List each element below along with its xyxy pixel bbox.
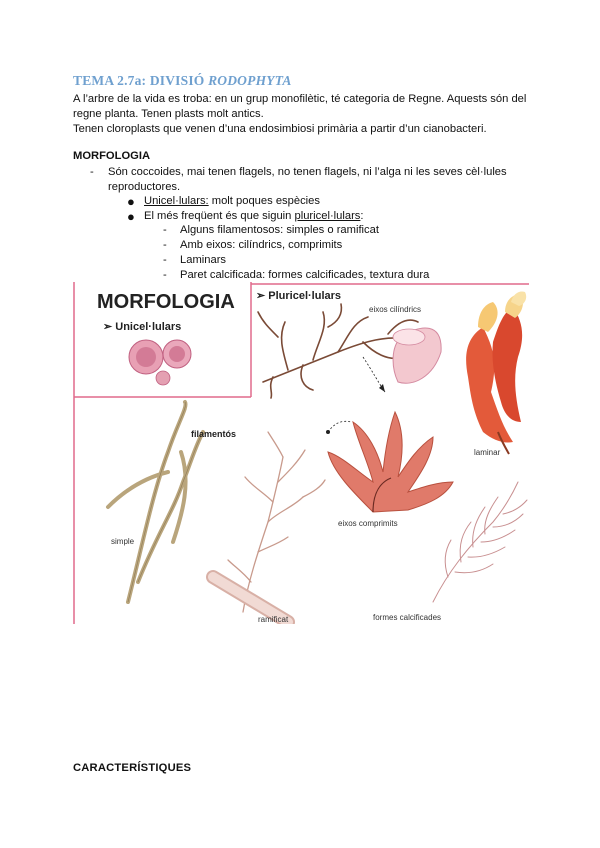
label-ramificat: ramificat: [258, 615, 289, 624]
label-laminar: laminar: [474, 448, 501, 457]
dash-bullet: -: [163, 224, 167, 236]
morphology-illustration: [73, 282, 529, 624]
sub-item-text: Laminars: [180, 254, 227, 266]
unicel-text: molt poques espècies: [208, 195, 320, 207]
simple-filament-illustration: [108, 402, 203, 602]
page-title: [73, 73, 292, 89]
unicellular-cells-illustration: [129, 340, 191, 385]
dash-bullet: -: [163, 269, 167, 281]
calcified-alga-illustration: [433, 482, 527, 602]
dash-bullet: -: [163, 254, 167, 266]
dash-bullet: -: [90, 166, 94, 178]
label-pluricel: ➢ Pluricel·lulars: [256, 290, 342, 302]
morphology-figure: [73, 282, 529, 624]
title-italic: RODOPHYTA: [208, 73, 292, 88]
title-main: TEMA 2.7a: DIVISIÓ: [73, 73, 209, 88]
list-item-text: Són coccoides, mai tenen flagels, no tenen flagels, ni l’alga ni les seves cèl·lules reproductores.: [108, 166, 507, 193]
sub-item-text: Alguns filamentosos: simples o ramificat: [180, 224, 379, 236]
magnified-cross-section-illustration: [363, 328, 441, 392]
section-heading-caracteristiques: CARACTERÍSTIQUES: [73, 762, 192, 774]
pluri-suffix: :: [360, 210, 364, 222]
dash-bullet: -: [163, 239, 167, 251]
label-filamentos: filamentós: [191, 429, 237, 439]
label-eixos-cilindrics: eixos cilíndrics: [369, 305, 422, 314]
dot-bullet: ●: [127, 194, 135, 209]
pluri-label: pluricel·lulars: [294, 210, 361, 222]
label-eixos-comprimits: eixos comprimits: [338, 519, 398, 528]
laminar-alga-illustration: [466, 291, 526, 454]
branched-filament-illustration: [228, 432, 325, 612]
pluri-prefix: El més freqüent és que siguin: [144, 210, 295, 222]
label-formes-calcificades: formes calcificades: [373, 613, 442, 622]
intro-paragraph-1: A l’arbre de la vida es troba: en un grup monofilètic, té categoria de Regne. Aquests són del regne planta. Tenen plasts molt antics.: [73, 93, 527, 120]
compressed-alga-pointer: [326, 421, 351, 434]
section-heading-morfologia: MORFOLOGIA: [73, 150, 151, 162]
dot-bullet: ●: [127, 209, 135, 224]
sub-item-text: Amb eixos: cilíndrics, comprimits: [180, 239, 343, 251]
compressed-alga-illustration: [328, 412, 453, 512]
intro-paragraph-2: Tenen cloroplasts que venen d’una endosimbiosi primària a partir d’un cianobacteri.: [73, 123, 487, 135]
figure-title: MORFOLOGIA: [97, 291, 235, 313]
sub-item-text: Paret calcificada: formes calcificades, textura dura: [180, 269, 430, 281]
unicel-label: Unicel·lulars:: [144, 195, 209, 207]
label-unicel: ➢ Unicel·lulars: [103, 321, 182, 333]
label-simple: simple: [111, 537, 135, 546]
